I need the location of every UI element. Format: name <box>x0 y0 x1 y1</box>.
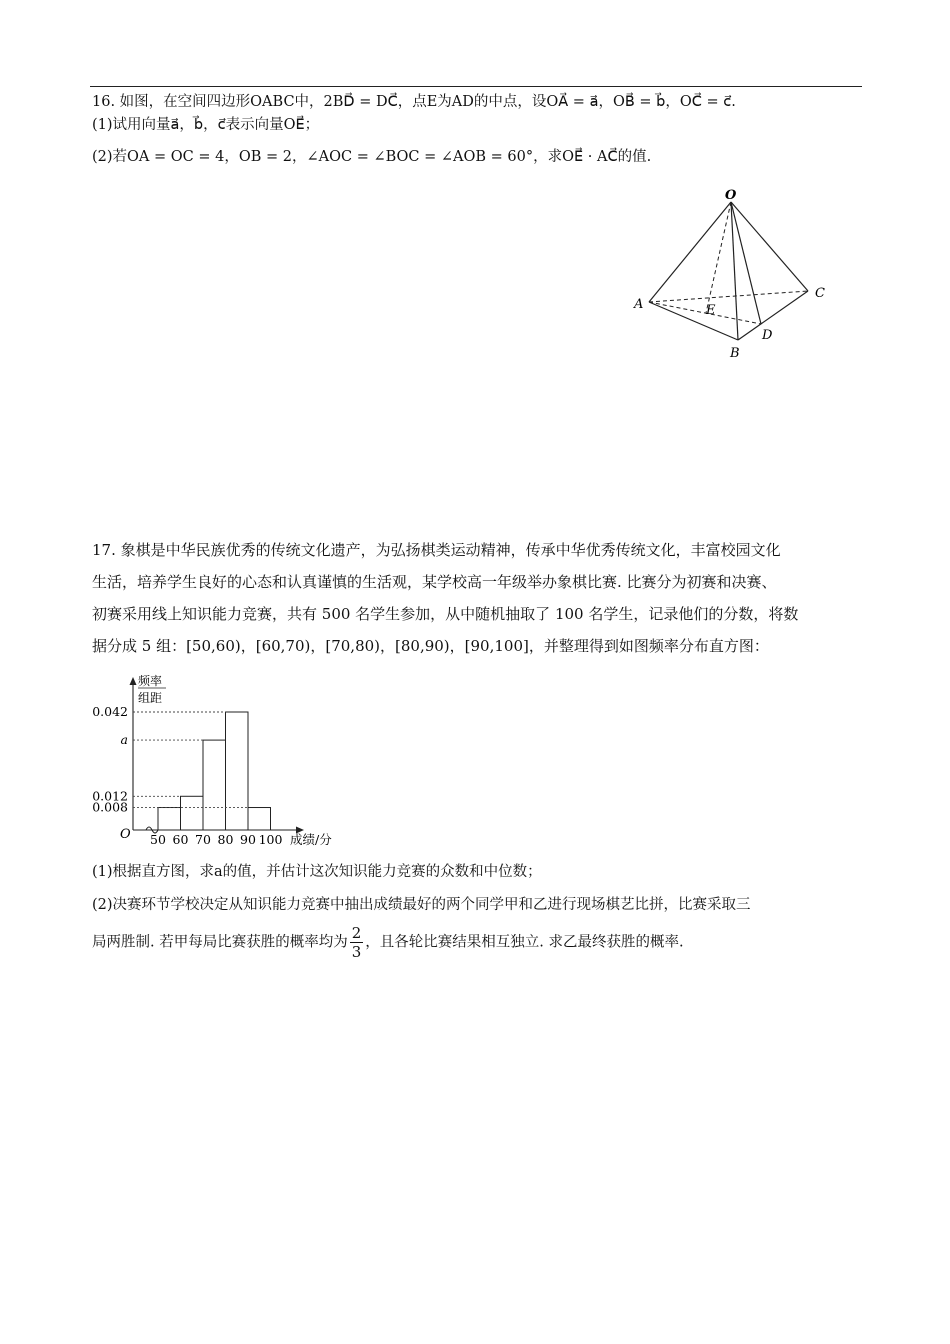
edge-AD <box>649 302 761 324</box>
fraction-denominator: 3 <box>351 943 362 961</box>
q17-part2-line1: (2)决赛环节学校决定从知识能力竞赛中抽出成绩最好的两个同学甲和乙进行现场棋艺比拼，比赛采取三 <box>92 897 751 913</box>
label-C: C <box>815 286 825 301</box>
ylabel-bottom: 组距 <box>138 691 163 705</box>
top-rule <box>90 86 862 87</box>
q17-line-2: 生活，培养学生良好的心态和认真谨慎的生活观，某学校高一年级举办象棋比赛. 比赛分为初赛和决赛、 <box>92 573 777 591</box>
ylabel-top: 频率 <box>138 674 163 688</box>
q17-line-1: 17. 象棋是中华民族优秀的传统文化遗产，为弘扬棋类运动精神，传承中华优秀传统文化，丰富校园文化 <box>92 541 781 559</box>
y-axis-arrow <box>130 677 137 685</box>
tetrahedron-figure <box>620 185 850 370</box>
label-A: A <box>634 297 644 312</box>
edge-OD <box>731 202 761 324</box>
q16-part2: (2)若OA = OC = 4，OB = 2，∠AOC = ∠BOC = ∠AOB = 60°，求OE⃗ · AC⃗的值. <box>92 149 652 165</box>
x-tick-label-3: 80 <box>217 832 234 847</box>
xlabel: 成绩/分 <box>290 832 332 847</box>
label-E: E <box>706 303 716 318</box>
hist-bar-0 <box>158 808 181 830</box>
hist-bar-1 <box>181 796 204 830</box>
q17-part2-pre: 局两胜制. 若甲每局比赛获胜的概率均为 <box>92 934 348 951</box>
y-tick-label-2: 0.012 <box>92 788 128 804</box>
hist-bar-4 <box>248 808 271 830</box>
x-tick-label-1: 60 <box>172 832 189 847</box>
q16-stem: 16. 如图，在空间四边形OABC中，2BD⃗ = DC⃗，点E为AD的中点，设OA⃗ = a⃗，OB⃗ = b⃗，OC⃗ = c⃗. <box>92 94 736 110</box>
y-tick-label-1: a <box>120 732 128 748</box>
edge-OA <box>649 202 731 302</box>
label-D: D <box>762 328 773 343</box>
edge-AB <box>649 302 738 340</box>
q17-part1: (1)根据直方图，求a的值，并估计这次知识能力竞赛的众数和中位数； <box>92 864 542 880</box>
hist-bar-2 <box>203 740 226 830</box>
hist-bar-3 <box>226 712 249 830</box>
q17-stem <box>92 534 862 662</box>
label-B: B <box>730 346 740 361</box>
edge-AC <box>649 291 808 302</box>
q17-part2-post: ，且各轮比赛结果相互独立. 求乙最终获胜的概率. <box>365 934 684 951</box>
x-tick-label-4: 90 <box>240 832 256 847</box>
y-tick-label-3: 0.008 <box>92 799 128 815</box>
fraction-two-thirds <box>350 924 364 961</box>
x-tick-label-5: 100 <box>258 832 283 847</box>
x-tick-label-2: 70 <box>195 832 211 847</box>
q17-line-4: 据分成 5 组：[50,60)，[60,70)，[70,80)，[80,90)，[90,100]，并整理得到如图频率分布直方图： <box>92 637 769 655</box>
frequency-histogram <box>88 668 358 853</box>
label-O: O <box>725 188 737 203</box>
y-tick-label-0: 0.042 <box>92 704 128 719</box>
fraction-numerator: 2 <box>351 924 362 942</box>
edge-BC <box>738 291 808 340</box>
q17-part2-line2 <box>92 924 684 961</box>
origin-label: O <box>120 827 131 842</box>
q17-line-3: 初赛采用线上知识能力竞赛，共有 500 名学生参加，从中随机抽取了 100 名学生，记录他们的分数，将数 <box>92 605 799 623</box>
x-tick-label-0: 50 <box>150 832 166 847</box>
q16-part1: (1)试用向量a⃗，b⃗，c⃗表示向量OE⃗； <box>92 117 320 133</box>
